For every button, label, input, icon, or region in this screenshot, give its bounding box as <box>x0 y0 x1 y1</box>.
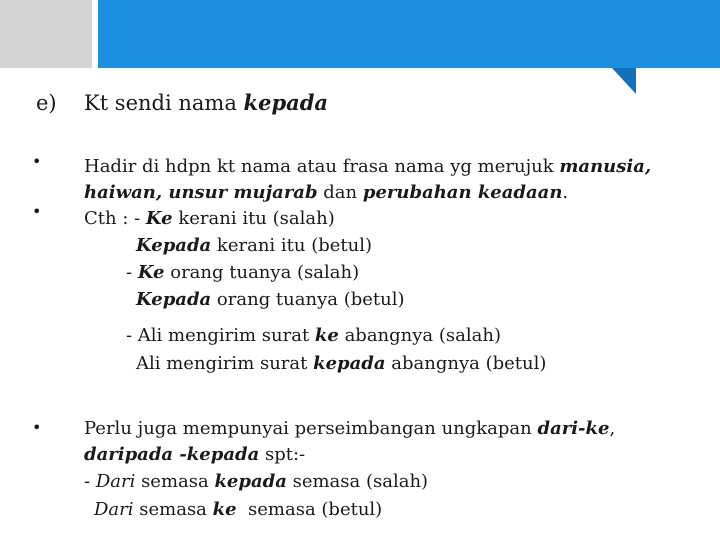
example-1-keyword: Ke <box>145 208 173 229</box>
point-3-example-1-rest: semasa (salah) <box>286 471 429 492</box>
bullet-2: • <box>32 202 42 221</box>
point-1-period: . <box>562 182 569 203</box>
point-3-example-1-mid: semasa <box>135 471 215 492</box>
point-3-example-2-keyword-1: Dari <box>94 499 134 520</box>
point-1-line-1 <box>84 156 651 178</box>
point-3-comma: , <box>609 418 616 439</box>
example-1-rest: kerani itu (salah) <box>172 208 335 229</box>
example-2-keyword: Kepada <box>136 235 212 256</box>
point-3-example-1-keyword-2: kepada <box>214 471 287 492</box>
example-1 <box>84 208 335 230</box>
header-blue-band <box>98 0 720 68</box>
point-3-line-1 <box>84 418 615 440</box>
example-3-lead: - <box>126 262 138 283</box>
header-gray-block <box>0 0 92 68</box>
section-marker: e) <box>36 91 57 115</box>
example-6 <box>136 353 546 375</box>
header-gray-divider <box>92 0 98 68</box>
point-3-example-2-keyword-2: ke <box>212 499 237 520</box>
point-3-example-1 <box>84 471 428 493</box>
example-4 <box>136 289 405 311</box>
example-2-rest: kerani itu (betul) <box>211 235 372 256</box>
point-3-example-1-lead: - <box>84 471 96 492</box>
example-intro: Cth : - <box>84 208 146 229</box>
point-3-example-1-keyword-1: Dari <box>95 471 136 492</box>
title-prefix: Kt sendi nama <box>84 91 244 115</box>
bullet-1: • <box>32 152 42 171</box>
example-4-keyword: Kepada <box>136 289 212 310</box>
example-6-keyword: kepada <box>313 353 386 374</box>
point-3-line-2 <box>84 444 305 466</box>
example-5-lead: - Ali mengirim surat <box>126 325 315 346</box>
point-1-emphasis-2: haiwan, unsur mujarab <box>84 182 318 203</box>
bullet-3: • <box>32 418 42 437</box>
point-1-emphasis-3: perubahan keadaan <box>362 182 563 203</box>
point-3-example-2-rest: semasa (betul) <box>236 499 383 520</box>
point-3-emphasis: dari-ke <box>537 418 610 439</box>
point-1-emphasis: manusia, <box>559 156 652 177</box>
point-1-connector: dan <box>317 182 363 203</box>
point-3-suffix: spt:- <box>259 444 306 465</box>
example-6-lead: Ali mengirim surat <box>136 353 314 374</box>
example-4-rest: orang tuanya (betul) <box>211 289 405 310</box>
point-1-text: Hadir di hdpn kt nama atau frasa nama yg merujuk <box>84 156 560 177</box>
slide-title <box>84 90 328 116</box>
example-5-rest: abangnya (salah) <box>338 325 501 346</box>
point-3-text: Perlu juga mempunyai perseimbangan ungkapan <box>84 418 538 439</box>
point-3-example-2 <box>94 499 382 521</box>
point-3-example-2-mid: semasa <box>133 499 213 520</box>
example-6-rest: abangnya (betul) <box>385 353 547 374</box>
example-3-rest: orang tuanya (salah) <box>164 262 360 283</box>
point-3-emphasis-2: daripada -kepada <box>84 444 260 465</box>
slide-header-decoration <box>0 0 720 100</box>
example-5-keyword: ke <box>314 325 339 346</box>
header-blue-tab <box>612 68 636 94</box>
example-3-keyword: Ke <box>137 262 165 283</box>
point-1-line-2 <box>84 182 568 204</box>
example-2 <box>136 235 372 257</box>
example-5 <box>126 325 501 347</box>
title-keyword: kepada <box>243 90 329 115</box>
example-3 <box>126 262 359 284</box>
